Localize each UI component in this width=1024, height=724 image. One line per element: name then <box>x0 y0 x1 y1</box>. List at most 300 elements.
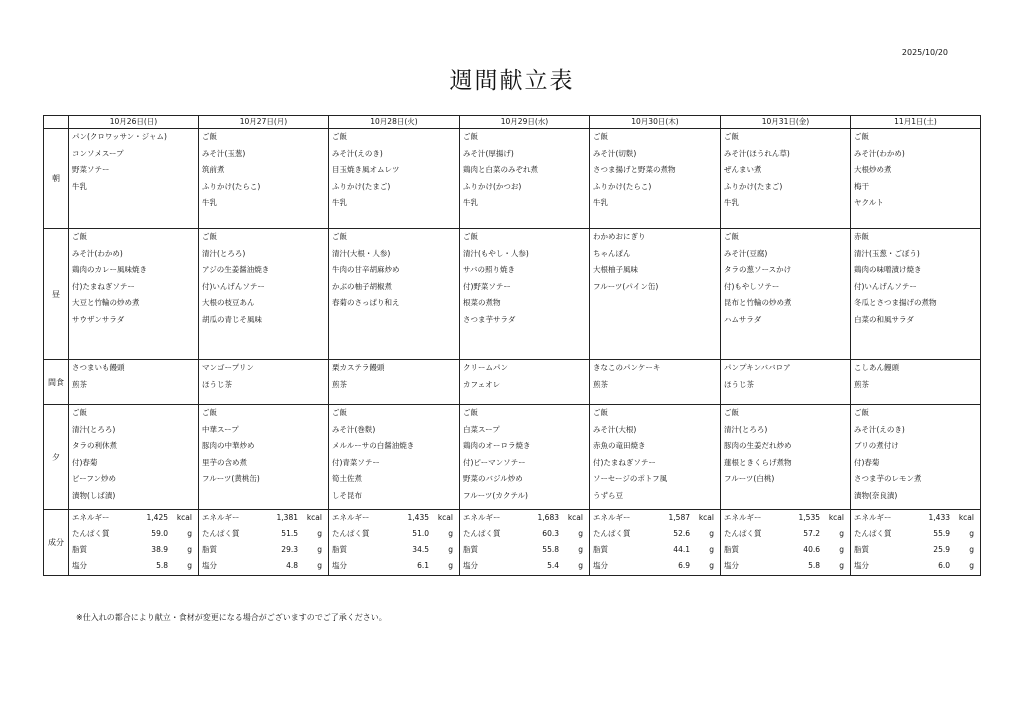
nutrition-unit: g <box>187 545 192 554</box>
menu-item: 鶏肉の味噌漬け焼き <box>854 265 922 274</box>
menu-item: 大根柚子風味 <box>593 265 638 274</box>
nutrition-value: 57.2 <box>803 529 820 538</box>
menu-item: 白菜スープ <box>463 424 500 434</box>
menu-item: 野菜のバジル炒め <box>463 474 523 483</box>
menu-item: ご飯 <box>72 408 87 417</box>
menu-item: タラの利休煮 <box>72 441 117 450</box>
menu-item: みそ汁(厚揚げ) <box>463 148 514 158</box>
menu-item: フルーツ(白桃) <box>724 474 775 483</box>
menu-item: ふりかけ(たまご) <box>724 181 783 191</box>
menu-item: 牛乳 <box>332 198 347 207</box>
nutrition-line-salt <box>721 558 850 574</box>
nutrition-unit: g <box>448 529 453 538</box>
nutrition-line-salt <box>460 558 589 574</box>
nutrition-unit: kcal <box>958 513 974 522</box>
nutrition-label: エネルギー <box>463 513 501 522</box>
menu-item: ご飯 <box>593 408 608 417</box>
meal-label-nutrition: 成分 <box>44 510 69 576</box>
nutrition-value: 55.8 <box>542 545 559 554</box>
menu-item: 大豆と竹輪の炒め煮 <box>72 298 140 307</box>
nutrition-line-salt <box>590 558 720 574</box>
nutrition-unit: g <box>709 561 714 570</box>
menu-item: 大根の枝豆あん <box>202 298 255 307</box>
menu-item: 付)たまねぎソテー <box>72 281 135 291</box>
menu-item: 根菜の煮物 <box>463 298 501 307</box>
menu-item: 漬物(しば漬) <box>72 490 116 500</box>
menu-item: パンプキンババロア <box>724 363 791 372</box>
page-title: 週間献立表 <box>449 68 575 94</box>
menu-item: 煎茶 <box>593 379 608 389</box>
nutrition-unit: g <box>969 561 974 570</box>
menu-cell <box>721 229 851 360</box>
menu-item: 胡瓜の青じそ風味 <box>202 314 262 324</box>
nutrition-line-energy <box>199 510 328 526</box>
menu-cell <box>329 229 460 360</box>
nutrition-cell <box>590 510 721 576</box>
nutrition-label: エネルギー <box>202 513 240 522</box>
nutrition-label: たんぱく質 <box>332 529 370 538</box>
menu-item <box>329 312 459 329</box>
menu-item: 蓮根ときくらげ煮物 <box>724 457 792 467</box>
menu-item: みそ汁(豆腐) <box>724 248 768 258</box>
menu-item: 春菊のさっぱり和え <box>332 298 400 307</box>
nutrition-cell <box>329 510 460 576</box>
nutrition-line-protein <box>590 526 720 542</box>
menu-item: ご飯 <box>332 408 347 417</box>
nutrition-line-energy <box>851 510 980 526</box>
menu-item: ブリの煮付け <box>854 441 899 450</box>
menu-item: こしあん饅頭 <box>854 363 899 372</box>
nutrition-label: たんぱく質 <box>463 529 501 538</box>
menu-item: さつま芋サラダ <box>463 314 516 324</box>
menu-item <box>199 488 328 505</box>
menu-cell <box>721 405 851 510</box>
menu-cell <box>199 129 329 229</box>
menu-item: きなこのパンケーキ <box>593 363 661 372</box>
menu-item: 煎茶 <box>72 379 87 389</box>
meal-label-breakfast: 朝 <box>44 129 69 229</box>
lunch-row <box>44 229 981 360</box>
nutrition-label: エネルギー <box>332 513 370 522</box>
nutrition-label: エネルギー <box>724 513 762 522</box>
menu-item: さつまいも饅頭 <box>72 363 125 372</box>
nutrition-value: 6.9 <box>678 561 690 570</box>
menu-item: ほうじ茶 <box>724 379 754 389</box>
nutrition-unit: kcal <box>306 513 322 522</box>
menu-item: みそ汁(わかめ) <box>854 148 905 158</box>
nutrition-label: 脂質 <box>332 545 347 554</box>
menu-item: 牛乳 <box>724 198 739 207</box>
menu-item: ちゃんぽん <box>593 248 631 258</box>
menu-item: ふりかけ(かつお) <box>463 181 522 191</box>
nutrition-unit: g <box>448 561 453 570</box>
menu-item: みそ汁(巻麩) <box>332 424 376 434</box>
menu-item: フルーツ(カクテル) <box>463 490 528 500</box>
nutrition-value: 51.5 <box>281 529 298 538</box>
nutrition-value: 25.9 <box>933 545 950 554</box>
menu-cell <box>851 129 981 229</box>
nutrition-value: 60.3 <box>542 529 559 538</box>
menu-item: かぶの柚子胡椒煮 <box>332 281 392 291</box>
menu-item: ふりかけ(たらこ) <box>202 181 261 191</box>
nutrition-value: 38.9 <box>151 545 168 554</box>
nutrition-label: エネルギー <box>593 513 631 522</box>
menu-item: ぜんまい煮 <box>724 165 762 174</box>
nutrition-line-fat <box>460 542 589 558</box>
menu-item: ふりかけ(たらこ) <box>593 181 652 191</box>
menu-cell <box>460 229 590 360</box>
menu-item: 清汁(玉葱・ごぼう) <box>854 248 920 258</box>
nutrition-value: 1,381 <box>276 513 298 522</box>
menu-cell <box>69 360 199 405</box>
nutrition-label: たんぱく質 <box>724 529 762 538</box>
meal-label-lunch: 昼 <box>44 229 69 360</box>
nutrition-value: 5.4 <box>547 561 559 570</box>
menu-item: ご飯 <box>724 132 739 141</box>
menu-cell <box>851 360 981 405</box>
nutrition-label: エネルギー <box>854 513 892 522</box>
menu-item: わかめおにぎり <box>593 232 646 241</box>
menu-cell <box>460 129 590 229</box>
menu-item: ご飯 <box>72 232 87 241</box>
nutrition-cell <box>721 510 851 576</box>
menu-item: 野菜ソテー <box>72 165 110 174</box>
menu-item <box>590 295 720 312</box>
nutrition-value: 40.6 <box>803 545 820 554</box>
menu-item: 付)青菜ソテー <box>332 457 380 467</box>
nutrition-line-fat <box>721 542 850 558</box>
menu-item: 白菜の和風サラダ <box>854 314 914 324</box>
nutrition-unit: kcal <box>437 513 453 522</box>
nutrition-line-fat <box>851 542 980 558</box>
menu-item: 梅干 <box>854 181 869 191</box>
nutrition-value: 1,433 <box>928 513 950 522</box>
menu-item: みそ汁(わかめ) <box>72 248 123 258</box>
issue-date: 2025/10/20 <box>901 48 948 57</box>
menu-item: 鶏肉のカレー風味焼き <box>72 265 147 274</box>
menu-item: さつま揚げと野菜の煮物 <box>593 165 676 174</box>
nutrition-cell <box>460 510 590 576</box>
menu-item: 清汁(とろろ) <box>202 248 246 258</box>
menu-item: 鶏肉のオーロラ焼き <box>463 441 531 450</box>
day-header-row <box>44 116 981 129</box>
nutrition-value: 4.8 <box>286 561 298 570</box>
nutrition-line-salt <box>199 558 328 574</box>
nutrition-unit: g <box>839 561 844 570</box>
nutrition-value: 34.5 <box>412 545 429 554</box>
menu-item: ご飯 <box>593 132 608 141</box>
nutrition-value: 52.6 <box>673 529 690 538</box>
menu-item: ご飯 <box>332 232 347 241</box>
nutrition-value: 44.1 <box>673 545 690 554</box>
nutrition-label: たんぱく質 <box>854 529 892 538</box>
menu-item: 付)春菊 <box>72 457 98 467</box>
menu-item: 牛肉の甘辛胡麻炒め <box>332 265 400 274</box>
nutrition-label: 塩分 <box>202 561 217 570</box>
menu-item: ほうじ茶 <box>202 379 232 389</box>
nutrition-value: 1,425 <box>146 513 168 522</box>
menu-item: 豚肉の中華炒め <box>202 441 255 450</box>
nutrition-line-salt <box>851 558 980 574</box>
menu-item: ふりかけ(たまご) <box>332 181 391 191</box>
nutrition-label: 塩分 <box>332 561 347 570</box>
menu-cell <box>199 229 329 360</box>
menu-cell <box>590 129 721 229</box>
nutrition-label: 脂質 <box>463 545 478 554</box>
nutrition-label: 脂質 <box>854 545 869 554</box>
nutrition-cell <box>69 510 199 576</box>
day-header: 10月31日(金) <box>721 116 851 129</box>
nutrition-value: 1,587 <box>668 513 690 522</box>
nutrition-unit: kcal <box>176 513 192 522</box>
menu-item: 牛乳 <box>72 181 87 191</box>
nutrition-label: 塩分 <box>724 561 739 570</box>
day-header: 10月27日(月) <box>199 116 329 129</box>
menu-item: パン(クロワッサン・ジャム) <box>72 132 167 141</box>
menu-item: うずら豆 <box>593 490 623 500</box>
nutrition-unit: g <box>969 529 974 538</box>
menu-item: みそ汁(玉葱) <box>202 148 246 158</box>
nutrition-unit: kcal <box>828 513 844 522</box>
nutrition-line-protein <box>460 526 589 542</box>
menu-item: さつま芋のレモン煮 <box>854 474 922 483</box>
menu-item: 牛乳 <box>202 198 217 207</box>
menu-item: みそ汁(ほうれん草) <box>724 148 790 158</box>
nutrition-line-energy <box>69 510 198 526</box>
nutrition-value: 29.3 <box>281 545 298 554</box>
nutrition-unit: kcal <box>698 513 714 522</box>
nutrition-value: 55.9 <box>933 529 950 538</box>
menu-item: 煎茶 <box>332 379 347 389</box>
nutrition-row <box>44 510 981 576</box>
nutrition-line-salt <box>329 558 459 574</box>
nutrition-line-energy <box>721 510 850 526</box>
nutrition-value: 6.1 <box>417 561 429 570</box>
nutrition-value: 1,535 <box>798 513 820 522</box>
dinner-row <box>44 405 981 510</box>
menu-cell <box>460 405 590 510</box>
nutrition-label: 脂質 <box>724 545 739 554</box>
footnote: ※仕入れの都合により献立・食材が変更になる場合がございますのでご了承ください。 <box>76 613 387 622</box>
menu-cell <box>590 360 721 405</box>
menu-cell <box>69 229 199 360</box>
nutrition-unit: g <box>709 529 714 538</box>
nutrition-line-fat <box>590 542 720 558</box>
nutrition-label: 脂質 <box>593 545 608 554</box>
menu-item: みそ汁(えのき) <box>854 424 905 434</box>
menu-cell <box>69 405 199 510</box>
nutrition-line-salt <box>69 558 198 574</box>
nutrition-unit: g <box>969 545 974 554</box>
menu-item: 豚肉の生姜だれ炒め <box>724 441 792 450</box>
nutrition-line-fat <box>199 542 328 558</box>
nutrition-line-protein <box>329 526 459 542</box>
nutrition-line-protein <box>199 526 328 542</box>
nutrition-unit: g <box>317 545 322 554</box>
nutrition-line-energy <box>329 510 459 526</box>
nutrition-value: 1,683 <box>537 513 559 522</box>
nutrition-unit: g <box>317 561 322 570</box>
nutrition-label: たんぱく質 <box>202 529 240 538</box>
menu-item: マンゴープリン <box>202 363 254 372</box>
nutrition-unit: kcal <box>567 513 583 522</box>
nutrition-cell <box>851 510 981 576</box>
menu-item: 付)もやしソテー <box>724 281 780 291</box>
menu-item: カフェオレ <box>463 379 501 389</box>
nutrition-line-energy <box>590 510 720 526</box>
menu-item: 漬物(奈良漬) <box>854 490 898 500</box>
menu-item: 赤飯 <box>854 232 869 241</box>
menu-item: 付)たまねぎソテー <box>593 457 656 467</box>
menu-item: ご飯 <box>202 232 217 241</box>
menu-item <box>721 488 850 505</box>
corner-cell <box>44 116 69 129</box>
day-header: 10月29日(水) <box>460 116 590 129</box>
menu-item: 筍土佐煮 <box>332 474 362 483</box>
nutrition-unit: g <box>578 545 583 554</box>
menu-item: 付)ピーマンソテー <box>463 457 526 467</box>
menu-cell <box>460 360 590 405</box>
nutrition-line-fat <box>329 542 459 558</box>
menu-item: フルーツ(黄桃缶) <box>202 474 260 483</box>
nutrition-label: 塩分 <box>463 561 478 570</box>
menu-cell <box>199 360 329 405</box>
nutrition-unit: g <box>578 561 583 570</box>
menu-item: 中華スープ <box>202 424 239 434</box>
menu-cell <box>329 360 460 405</box>
nutrition-line-fat <box>69 542 198 558</box>
nutrition-value: 59.0 <box>151 529 168 538</box>
menu-item: ご飯 <box>724 408 739 417</box>
nutrition-line-protein <box>721 526 850 542</box>
nutrition-value: 5.8 <box>808 561 820 570</box>
nutrition-cell <box>199 510 329 576</box>
meal-label-snack: 間食 <box>44 360 69 405</box>
menu-item: ヤクルト <box>854 198 884 207</box>
menu-item: メルルーサの白醤油焼き <box>332 441 415 450</box>
nutrition-value: 5.8 <box>156 561 168 570</box>
menu-cell <box>590 405 721 510</box>
nutrition-line-energy <box>460 510 589 526</box>
day-header: 10月28日(火) <box>329 116 460 129</box>
nutrition-value: 51.0 <box>412 529 429 538</box>
menu-item: サウザンサラダ <box>72 314 125 324</box>
nutrition-label: 脂質 <box>72 545 87 554</box>
menu-item: みそ汁(えのき) <box>332 148 383 158</box>
menu-item: 赤魚の竜田焼き <box>593 441 646 450</box>
menu-item: 目玉焼き風オムレツ <box>332 165 400 174</box>
nutrition-unit: g <box>448 545 453 554</box>
menu-item: 清汁(大根・人参) <box>332 248 391 258</box>
menu-item: 牛乳 <box>463 198 478 207</box>
nutrition-unit: g <box>839 545 844 554</box>
menu-item: クリームパン <box>463 363 508 372</box>
nutrition-label: たんぱく質 <box>72 529 110 538</box>
menu-item: フルーツ(パイン缶) <box>593 281 659 291</box>
menu-cell <box>851 229 981 360</box>
menu-item: 付)いんげんソテー <box>854 281 917 291</box>
menu-cell <box>69 129 199 229</box>
menu-item: 付)春菊 <box>854 457 880 467</box>
menu-cell <box>329 129 460 229</box>
nutrition-label: エネルギー <box>72 513 110 522</box>
menu-item: 煎茶 <box>854 379 869 389</box>
menu-cell <box>199 405 329 510</box>
menu-item: タラの葱ソースかけ <box>724 265 792 274</box>
menu-item: ご飯 <box>854 408 869 417</box>
menu-item: 里芋の含め煮 <box>202 457 247 467</box>
menu-item: ご飯 <box>332 132 347 141</box>
menu-item: 牛乳 <box>593 198 608 207</box>
nutrition-unit: g <box>709 545 714 554</box>
menu-item: 鶏肉と白菜のみぞれ煮 <box>463 165 538 174</box>
menu-item: みそ汁(大根) <box>593 424 637 434</box>
menu-cell <box>590 229 721 360</box>
nutrition-line-protein <box>69 526 198 542</box>
menu-cell <box>721 129 851 229</box>
menu-cell <box>721 360 851 405</box>
menu-item: 昆布と竹輪の炒め煮 <box>724 298 792 307</box>
menu-cell <box>329 405 460 510</box>
menu-cell <box>851 405 981 510</box>
nutrition-label: 塩分 <box>72 561 87 570</box>
nutrition-label: 塩分 <box>593 561 608 570</box>
menu-item: ご飯 <box>202 132 217 141</box>
menu-item: 清汁(もやし・人参) <box>463 248 529 258</box>
menu-item: ご飯 <box>463 132 478 141</box>
menu-item: ソーセージのポトフ風 <box>593 474 668 483</box>
day-header: 10月30日(木) <box>590 116 721 129</box>
nutrition-unit: g <box>839 529 844 538</box>
menu-item: サバの照り焼き <box>463 265 516 274</box>
snack-row <box>44 360 981 405</box>
menu-item: アジの生姜醤油焼き <box>202 265 270 274</box>
menu-item: しそ昆布 <box>332 490 362 500</box>
menu-item: ご飯 <box>724 232 739 241</box>
menu-item: 栗カステラ饅頭 <box>332 363 385 372</box>
nutrition-label: たんぱく質 <box>593 529 631 538</box>
nutrition-label: 塩分 <box>854 561 869 570</box>
nutrition-unit: g <box>578 529 583 538</box>
menu-item: 大根炒め煮 <box>854 165 892 174</box>
menu-item: 清汁(とろろ) <box>72 424 116 434</box>
menu-item: コンソメスープ <box>72 148 124 158</box>
nutrition-unit: g <box>187 529 192 538</box>
menu-item: ご飯 <box>202 408 217 417</box>
menu-item: 付)野菜ソテー <box>463 281 511 291</box>
menu-item: ご飯 <box>463 232 478 241</box>
menu-item: 付)いんげんソテー <box>202 281 265 291</box>
menu-item: ハムサラダ <box>724 314 762 324</box>
menu-item: 冬瓜とさつま揚げの煮物 <box>854 298 937 307</box>
menu-item: ご飯 <box>463 408 478 417</box>
menu-item: 清汁(とろろ) <box>724 424 768 434</box>
menu-item: みそ汁(切麩) <box>593 148 637 158</box>
menu-item <box>69 195 198 212</box>
breakfast-row <box>44 129 981 229</box>
weekly-menu-table <box>43 115 981 576</box>
nutrition-unit: g <box>317 529 322 538</box>
day-header: 10月26日(日) <box>69 116 199 129</box>
nutrition-value: 1,435 <box>407 513 429 522</box>
nutrition-line-protein <box>851 526 980 542</box>
nutrition-label: 脂質 <box>202 545 217 554</box>
menu-item: 筑前煮 <box>202 165 225 174</box>
meal-label-dinner: 夕 <box>44 405 69 510</box>
menu-item <box>590 312 720 329</box>
day-header: 11月1日(土) <box>851 116 981 129</box>
menu-item: ビーフン炒め <box>72 474 117 483</box>
